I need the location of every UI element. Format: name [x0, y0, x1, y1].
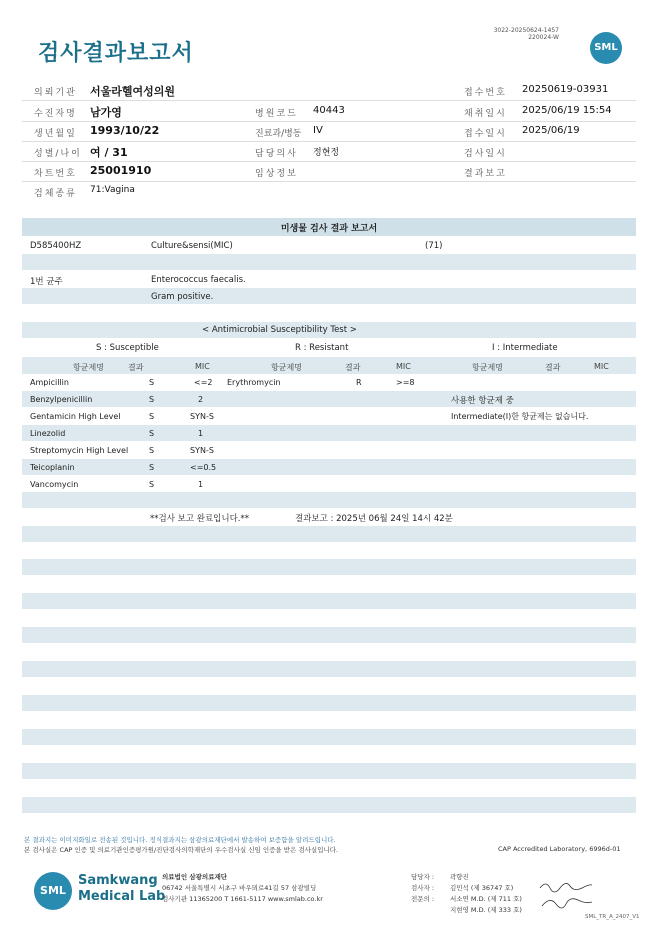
info-row-6 [22, 181, 636, 201]
notice-cap: 본 검사실은 CAP 인증 및 의료기관인증평가원/진단검사의학재단의 우수검사실 신임 인증을 받은 검사실입니다. [24, 846, 339, 854]
drug-result: S [149, 480, 155, 489]
drug-result: S [149, 429, 155, 438]
sex-age-value: 여 / 31 [90, 146, 128, 159]
drug-mid-result: R [356, 378, 362, 387]
col-mic-2: MIC [396, 362, 411, 371]
gram-stain: Gram positive. [151, 292, 214, 302]
doctor-label: 담당의사 [255, 149, 298, 159]
report-complete: **검사 보고 완료입니다.** [150, 514, 250, 524]
col-drug-3: 항균제명 [472, 363, 503, 372]
stripe [22, 593, 636, 609]
drug-mic: SYN-S [190, 412, 214, 421]
brand-line-2: Medical Lab [78, 889, 166, 904]
stripe [22, 391, 636, 407]
drug-mic: 2 [198, 395, 204, 404]
dept-label: 진료과/병동 [255, 129, 302, 139]
dob-label: 생년월일 [34, 129, 77, 139]
stripe [22, 254, 636, 270]
tech-label: 담당자 : [411, 873, 435, 881]
cap-accreditation: CAP Accredited Laboratory, 6996d-01 [498, 845, 621, 853]
drug-name: Teicoplanin [30, 463, 75, 472]
legend-resistant: R : Resistant [295, 343, 349, 353]
signatures [538, 878, 598, 912]
receipt-date-value: 2025/06/19 [522, 125, 580, 136]
institution-label: 의뢰기관 [34, 88, 77, 98]
info-row-4 [22, 141, 636, 162]
test-date-label: 검사일시 [464, 149, 507, 159]
drug-result: S [149, 378, 155, 387]
name-value: 남가영 [90, 106, 122, 119]
collect-date-value: 2025/06/19 15:54 [522, 105, 612, 116]
receipt-no-value: 20250619-03931 [522, 84, 609, 95]
stripe [22, 661, 636, 677]
tech-value: 곽향진 [450, 873, 469, 881]
ast-title: < Antimicrobial Susceptibility Test > [202, 325, 357, 335]
drug-name: Ampicillin [30, 378, 69, 387]
doc-code-sub: 220024-W [528, 34, 559, 41]
report-complete-time: 결과보고 : 2025년 06월 24일 14시 42분 [295, 514, 453, 524]
ast-header-stripe [22, 357, 636, 374]
clinical-label: 임상정보 [255, 169, 298, 179]
stripe [22, 763, 636, 779]
brand-line-1: Samkwang [78, 873, 158, 888]
drug-name: Benzylpenicillin [30, 395, 93, 404]
notice-image: 본 결과지는 이미지화일로 전송된 것입니다. 정식결과지는 삼광의료재단에서 발송하여 보증함을 알려드립니다. [24, 836, 336, 844]
drug-mic: 1 [198, 480, 204, 489]
organism-name: Enterococcus faecalis. [151, 275, 246, 285]
doc-code: 3022-20250624-1457 [493, 27, 559, 34]
examiner-value: 김민석 (제 36747 호) [450, 884, 514, 892]
stripe [22, 492, 636, 508]
legend-intermediate: I : Intermediate [492, 343, 558, 353]
col-mic-1: MIC [195, 362, 210, 371]
stripe [22, 526, 636, 542]
drug-mic: SYN-S [190, 446, 214, 455]
stripe [22, 797, 636, 813]
test-name: Culture&sensi(MIC) [151, 241, 233, 251]
drug-result: S [149, 412, 155, 421]
stripe [22, 627, 636, 643]
col-result-1: 결과 [128, 363, 144, 372]
hospital-code-label: 병원코드 [255, 109, 298, 119]
col-result-2: 결과 [345, 363, 361, 372]
col-mic-3: MIC [594, 362, 609, 371]
form-code: SML_TR_A_2407_V1 [585, 914, 640, 920]
sex-age-label: 성별/나이 [34, 149, 82, 159]
drug-name: Gentamicin High Level [30, 412, 121, 421]
reviewer-label: 전문의 : [411, 895, 435, 903]
org-address: 06742 서울특별시 서초구 바우뫼로41길 57 삼광빌딩 [162, 884, 317, 892]
info-row-1 [22, 80, 636, 101]
stripe [22, 288, 636, 304]
specimen-label: 검체종류 [34, 189, 77, 199]
note-no-intermediate-1: 사용한 항균제 중 [451, 396, 514, 406]
result-report-label: 결과보고 [464, 169, 507, 179]
drug-result: S [149, 463, 155, 472]
doctor-value: 정현정 [313, 148, 340, 158]
drug-mid-name: Erythromycin [227, 378, 281, 387]
drug-mic: <=2 [194, 378, 213, 387]
chart-no-label: 차트번호 [34, 169, 77, 179]
stripe [22, 729, 636, 745]
drug-name: Streptomycin High Level [30, 446, 129, 455]
drug-mic: 1 [198, 429, 204, 438]
drug-name: Vancomycin [30, 480, 79, 489]
hospital-code-value: 40443 [313, 105, 345, 116]
col-drug-1: 항균제명 [73, 363, 104, 372]
stripe [22, 459, 636, 475]
footer-logo: SML [34, 872, 72, 910]
page-title: 검사결과보고서 [38, 41, 194, 66]
info-row-5 [22, 161, 636, 182]
drug-result: S [149, 395, 155, 404]
dept-value: IV [313, 125, 323, 136]
info-row-3 [22, 121, 636, 142]
stripe [22, 695, 636, 711]
specimen-value: 71:Vagina [90, 185, 135, 195]
col-drug-2: 항균제명 [271, 363, 302, 372]
section-title: 미생물 검사 결과 보고서 [280, 224, 378, 234]
receipt-date-label: 접수일시 [464, 129, 507, 139]
stripe [22, 425, 636, 441]
examiner-label: 검사자 : [411, 884, 435, 892]
drug-name: Linezolid [30, 429, 66, 438]
org-name: 의료법인 삼광의료재단 [162, 873, 228, 881]
org-contact: 검사기관 11365200 T 1661-5117 www.smlab.co.kr [162, 895, 323, 903]
institution-value: 서울라헬여성의원 [90, 85, 176, 98]
drug-mid-mic: >=8 [396, 378, 415, 387]
col-result-3: 결과 [545, 363, 561, 372]
receipt-no-label: 접수번호 [464, 88, 507, 98]
test-code: D585400HZ [30, 241, 82, 251]
info-row-2 [22, 101, 636, 122]
note-no-intermediate-2: Intermediate(I)한 항균제는 없습니다. [451, 412, 589, 421]
stripe [22, 559, 636, 575]
dob-value: 1993/10/22 [90, 124, 160, 137]
legend-susceptible: S : Susceptible [96, 343, 159, 353]
reviewer-value-2: 지현영 M.D. (제 333 호) [450, 906, 522, 914]
chart-no-value: 25001910 [90, 164, 152, 177]
organism-label: 1번 균주 [30, 277, 63, 287]
sml-logo: SML [590, 32, 622, 64]
drug-mic: <=0.5 [190, 463, 217, 472]
reviewer-value-1: 서소연 M.D. (제 711 호) [450, 895, 522, 903]
name-label: 수진자명 [34, 109, 77, 119]
test-num: (71) [425, 241, 443, 251]
drug-result: S [149, 446, 155, 455]
collect-date-label: 채취일시 [464, 109, 507, 119]
